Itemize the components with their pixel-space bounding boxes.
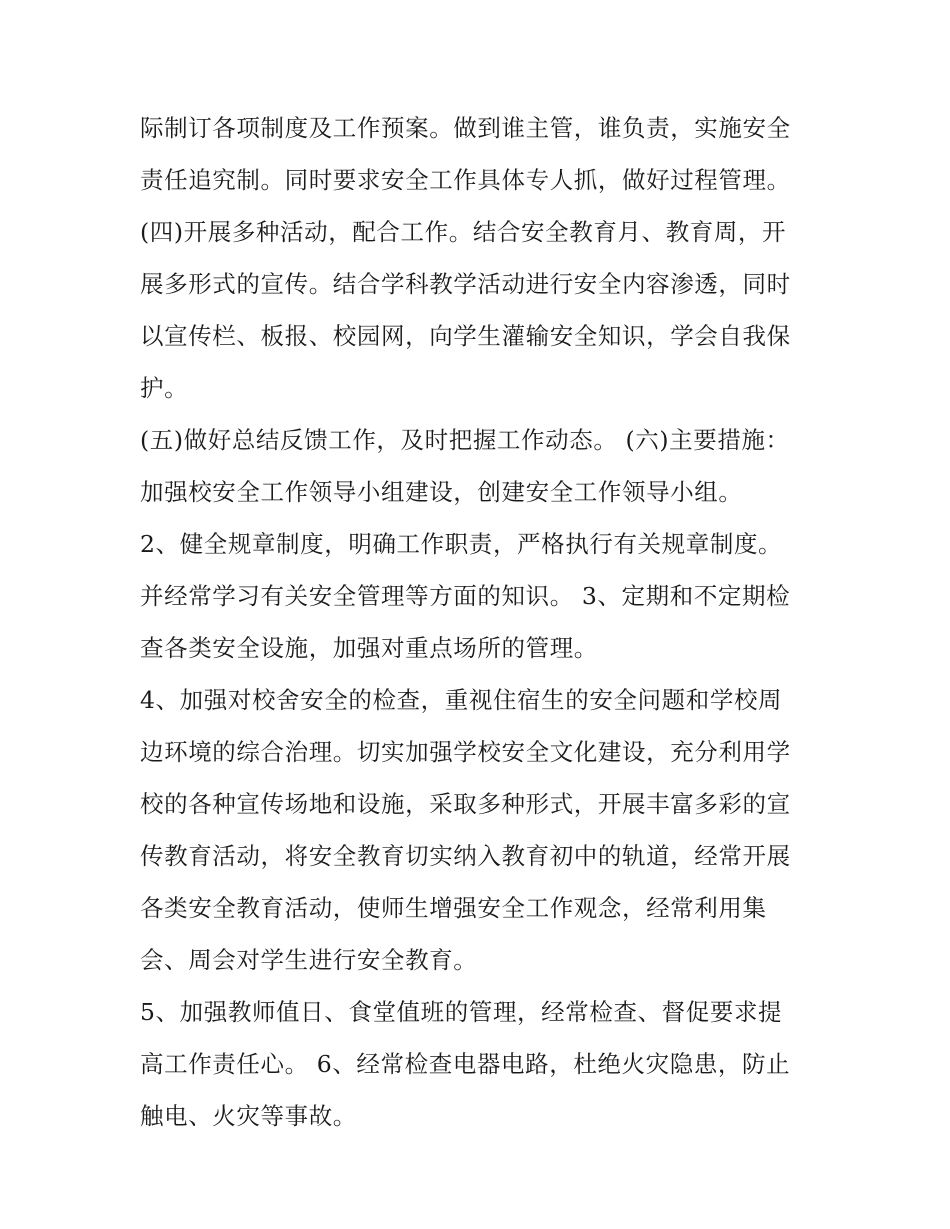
- text-line: 展多形式的宣传。结合学科教学活动进行安全内容渗透，同时: [140, 270, 791, 298]
- paragraph-item-4: [140, 674, 820, 986]
- text-line: 护。: [140, 374, 189, 402]
- text-line: (五)做好总结反馈工作，及时把握工作动态。 (六)主要措施：: [140, 426, 790, 454]
- text-line: 各类安全教育活动，使师生增强安全工作观念，经常利用集: [140, 894, 767, 922]
- paragraph-activities: [140, 206, 820, 414]
- text-line: 际制订各项制度及工作预案。做到谁主管，谁负责，实施安全: [140, 114, 791, 142]
- text-line: 加强校安全工作领导小组建设，创建安全工作领导小组。: [140, 478, 743, 506]
- text-line: 传教育活动，将安全教育切实纳入教育初中的轨道，经常开展: [140, 842, 791, 870]
- text-line: 校的各种宣传场地和设施，采取多种形式，开展丰富多彩的宣: [140, 790, 791, 818]
- text-line: 高工作责任心。 6、经常检查电器电路，杜绝火灾隐患，防止: [140, 1050, 791, 1078]
- text-line: 5、加强教师值日、食堂值班的管理，经常检查、督促要求提: [140, 998, 783, 1026]
- text-line: 并经常学习有关安全管理等方面的知识。 3、定期和不定期检: [140, 582, 791, 610]
- text-line: 4、加强对校舍安全的检查，重视住宿生的安全问题和学校周: [140, 686, 783, 714]
- paragraph-item-5-6: [140, 986, 820, 1142]
- text-line: 查各类安全设施，加强对重点场所的管理。: [140, 634, 598, 662]
- paragraph-summary-measures: [140, 414, 820, 518]
- text-line: 会、周会对学生进行安全教育。: [140, 946, 478, 974]
- text-line: (四)开展多种活动，配合工作。结合安全教育月、教育周，开: [140, 218, 787, 246]
- text-line: 责任追究制。同时要求安全工作具体专人抓，做好过程管理。: [140, 166, 791, 194]
- document-page: [140, 102, 820, 1142]
- text-line: 边环境的综合治理。切实加强学校安全文化建设，充分利用学: [140, 738, 791, 766]
- text-line: 触电、火灾等事故。: [140, 1102, 357, 1130]
- text-line: 2、健全规章制度，明确工作职责，严格执行有关规章制度。: [140, 530, 783, 558]
- paragraph-item-2-3: [140, 518, 820, 674]
- paragraph-responsibility: [140, 102, 820, 206]
- text-line: 以宣传栏、板报、校园网，向学生灌输安全知识，学会自我保: [140, 322, 791, 350]
